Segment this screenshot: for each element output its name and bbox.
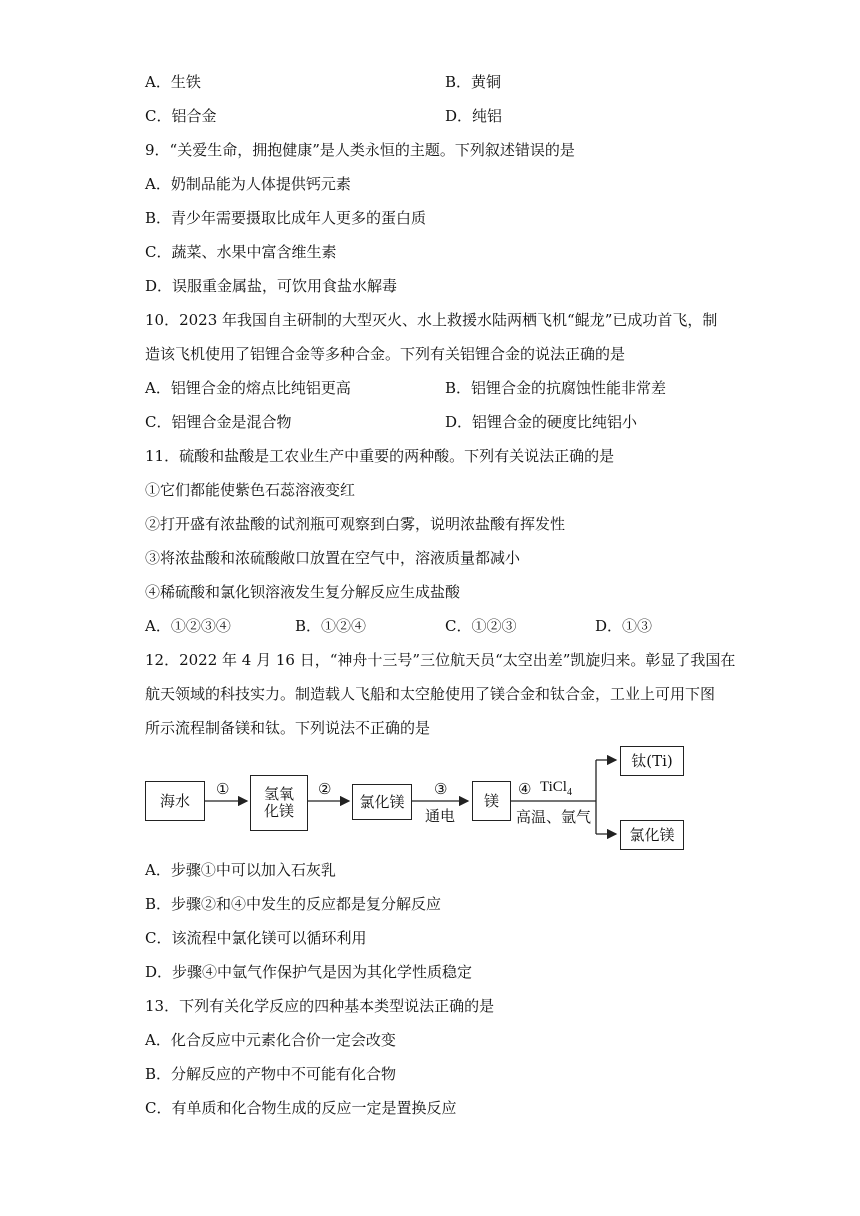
step-3-label: ③	[434, 780, 448, 798]
q13-option-c: C．有单质和化合物生成的反应一定是置换反应	[145, 1099, 457, 1117]
q9-option-d: D．误服重金属盐，可饮用食盐水解毒	[145, 277, 398, 295]
q10-stem-line2: 造该飞机使用了铝锂合金等多种合金。下列有关铝锂合金的说法正确的是	[145, 345, 626, 363]
mgoh-line1: 氢氧	[263, 785, 294, 803]
mgoh-line2: 化镁	[263, 802, 294, 820]
q9-option-c: C．蔬菜、水果中富含维生素	[145, 243, 337, 261]
box-magnesium-chloride: 氯化镁	[352, 784, 412, 820]
q8-option-b: B．黄铜	[445, 73, 502, 91]
q13-option-a: A．化合反应中元素化合价一定会改变	[145, 1031, 396, 1049]
electrolysis-label: 通电	[425, 807, 456, 825]
q12-option-b: B．步骤②和④中发生的反应都是复分解反应	[145, 895, 442, 913]
q10-option-d: D．铝锂合金的硬度比纯铝小	[445, 413, 638, 431]
ticl4-subscript: 4	[566, 787, 572, 798]
q11-statement-4: ④稀硫酸和氯化钡溶液发生复分解反应生成盐酸	[145, 583, 461, 601]
q12-stem-line3: 所示流程制备镁和钛。下列说法不正确的是	[145, 719, 431, 737]
process-flow-diagram	[140, 740, 700, 860]
q12-option-c: C．该流程中氯化镁可以循环利用	[145, 929, 367, 947]
q10-option-c: C．铝锂合金是混合物	[145, 413, 292, 431]
q12-stem-line1: 12．2022 年 4 月 16 日，“神舟十三号”三位航天员“太空出差”凯旋归来。彰显了我国在	[145, 651, 736, 669]
q10-stem-line1: 10．2023 年我国自主研制的大型灭火、水上救援水陆两栖飞机“鲲龙”已成功首飞，制	[145, 311, 718, 329]
step-1-label: ①	[216, 780, 230, 798]
step-2-label: ②	[318, 780, 332, 798]
q12-option-d: D．步骤④中氩气作保护气是因为其化学性质稳定	[145, 963, 473, 981]
q11-statement-1: ①它们都能使紫色石蕊溶液变红	[145, 481, 356, 499]
box-magnesium-chloride-output: 氯化镁	[620, 820, 684, 850]
reaction-condition-label: 高温、氩气	[516, 808, 592, 826]
q11-statement-2: ②打开盛有浓盐酸的试剂瓶可观察到白雾，说明浓盐酸有挥发性	[145, 515, 566, 533]
q9-option-a: A．奶制品能为人体提供钙元素	[145, 175, 351, 193]
q11-option-d: D．①③	[595, 617, 653, 635]
q8-option-d: D．纯铝	[445, 107, 503, 125]
q8-option-c: C．铝合金	[145, 107, 217, 125]
q10-option-b: B．铝锂合金的抗腐蚀性能非常差	[445, 379, 667, 397]
q9-stem: 9．“关爱生命，拥抱健康”是人类永恒的主题。下列叙述错误的是	[145, 141, 575, 159]
flow-arrows	[140, 740, 700, 860]
box-seawater: 海水	[145, 781, 205, 821]
box-magnesium-hydroxide	[250, 775, 308, 831]
q10-option-a: A．铝锂合金的熔点比纯铝更高	[145, 379, 351, 397]
q13-stem: 13．下列有关化学反应的四种基本类型说法正确的是	[145, 997, 495, 1015]
box-magnesium: 镁	[472, 781, 511, 821]
q13-option-b: B．分解反应的产物中不可能有化合物	[145, 1065, 397, 1083]
ticl4-label	[540, 779, 572, 798]
q9-option-b: B．青少年需要摄取比成年人更多的蛋白质	[145, 209, 427, 227]
q12-stem-line2: 航天领域的科技实力。制造载人飞船和太空舱使用了镁合金和钛合金，工业上可用下图	[145, 685, 716, 703]
box-titanium: 钛(Ti)	[620, 746, 684, 776]
q11-option-c: C．①②③	[445, 617, 517, 635]
q11-option-a: A．①②③④	[145, 617, 231, 635]
step-4-label: ④	[518, 780, 532, 798]
q11-option-b: B．①②④	[295, 617, 367, 635]
q8-option-a: A．生铁	[145, 73, 201, 91]
q11-statement-3: ③将浓盐酸和浓硫酸敞口放置在空气中，溶液质量都减小	[145, 549, 521, 567]
ticl4-text: TiCl	[540, 779, 567, 795]
q11-stem: 11．硫酸和盐酸是工农业生产中重要的两种酸。下列有关说法正确的是	[145, 447, 615, 465]
q12-option-a: A．步骤①中可以加入石灰乳	[145, 861, 336, 879]
